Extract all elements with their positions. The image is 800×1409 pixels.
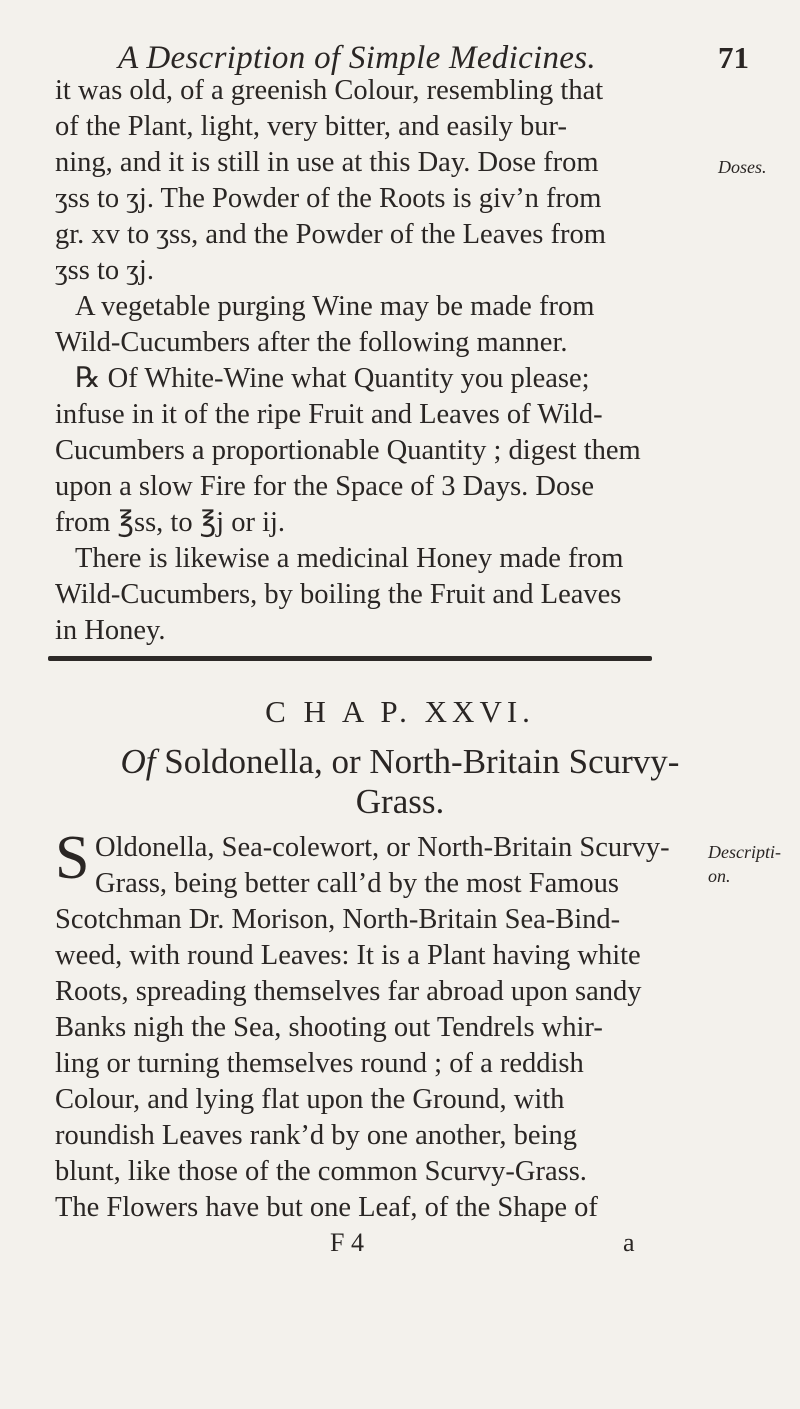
text-line: Roots, spreading themselves far abroad upon sandy (55, 976, 642, 1007)
chapter-title-of: Of (120, 742, 156, 781)
text-line: of the Plant, light, very bitter, and easily bur- (55, 111, 567, 142)
text-line: weed, with round Leaves: It is a Plant having white (55, 940, 641, 971)
page-number: 71 (718, 40, 749, 75)
chapter-title-rest: Soldonella, or North-Britain Scurvy- (164, 742, 680, 781)
text-line: There is likewise a medicinal Honey made from (75, 543, 624, 574)
text-line: Banks nigh the Sea, shooting out Tendrels whir- (55, 1012, 603, 1043)
text-line: Wild-Cucumbers after the following manner. (55, 327, 568, 358)
text-line: ʒss to ʒj. The Powder of the Roots is giv’n from (55, 183, 602, 214)
text-line: ʒss to ʒj. (55, 255, 154, 286)
text-line: upon a slow Fire for the Space of 3 Days. Dose (55, 471, 595, 502)
drop-cap: S (55, 824, 90, 892)
text-line: Scotchman Dr. Morison, North-Britain Sea-Bind- (55, 904, 621, 935)
text-line: it was old, of a greenish Colour, resembling that (55, 75, 604, 106)
text-line: from ℥ss, to ℥j or ij. (55, 507, 286, 538)
text-line: ling or turning themselves round ; of a reddish (55, 1048, 584, 1079)
chapter-title-line-1 (0, 742, 800, 782)
text-line: Wild-Cucumbers, by boiling the Fruit and Leaves (55, 579, 622, 610)
margin-note-doses: Doses. (718, 157, 767, 177)
signature-mark: F 4 (330, 1228, 364, 1257)
text-line: The Flowers have but one Leaf, of the Shape of (55, 1192, 598, 1223)
text-line: Oldonella, Sea-colewort, or North-Britain Scurvy- (95, 832, 670, 863)
catchword: a (623, 1228, 635, 1257)
text-line: Colour, and lying flat upon the Ground, with (55, 1084, 565, 1115)
chapter-title-line-2: Grass. (355, 782, 445, 821)
margin-note-description: Descripti-on. (708, 842, 781, 886)
text-line: A vegetable purging Wine may be made from (75, 291, 595, 322)
text-line: ℞ Of White-Wine what Quantity you please; (75, 363, 590, 394)
chapter-heading: C H A P. XXVI. (265, 694, 535, 729)
text-line: gr. xv to ʒss, and the Powder of the Leaves from (55, 219, 606, 250)
text-line: roundish Leaves rank’d by one another, being (55, 1120, 577, 1151)
section-rule (48, 656, 652, 661)
text-line: Grass, being better call’d by the most Famous (95, 868, 619, 899)
text-line: blunt, like those of the common Scurvy-Grass. (55, 1156, 587, 1187)
text-line: in Honey. (55, 615, 166, 646)
text-line: infuse in it of the ripe Fruit and Leaves of Wild- (55, 399, 603, 430)
running-title: A Description of Simple Medicines. (118, 40, 596, 76)
text-line: ning, and it is still in use at this Day. Dose from (55, 147, 599, 178)
text-line: Cucumbers a proportionable Quantity ; digest them (55, 435, 641, 466)
